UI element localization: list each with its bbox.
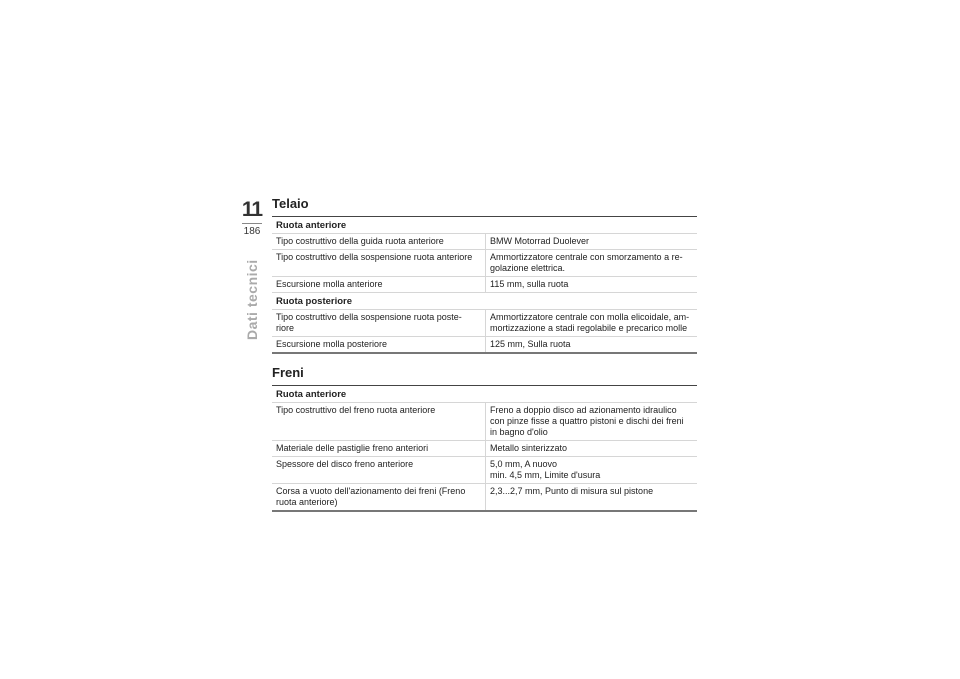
spec-value: 115 mm, sulla ruota (486, 277, 698, 293)
spec-label: Tipo costruttivo del freno ruota anteriore (272, 403, 486, 441)
spec-value: Metallo sinterizzato (486, 441, 698, 457)
table-row (272, 403, 697, 441)
table-row (272, 484, 697, 512)
page-number: 186 (243, 226, 261, 237)
spec-label: Tipo costruttivo della sospensione ruota poste- riore (272, 310, 486, 337)
spec-value: Ammortizzatore centrale con molla elicoidale, am- mortizzazione a stadi regolabile e precarico molle (486, 310, 698, 337)
spec-label: Corsa a vuoto dell'azionamento dei freni (Freno ruota anteriore) (272, 484, 486, 512)
table-row (272, 457, 697, 484)
table-row (272, 310, 697, 337)
spec-label: Tipo costruttivo della sospensione ruota anteriore (272, 250, 486, 277)
chapter-title-vertical: Dati tecnici (244, 259, 260, 340)
spec-value: Ammortizzatore centrale con smorzamento a re- golazione elettrica. (486, 250, 698, 277)
page-content (272, 196, 697, 512)
spec-value: 125 mm, Sulla ruota (486, 337, 698, 354)
spec-table-freni (272, 385, 697, 512)
table-row (272, 277, 697, 293)
table-row (272, 441, 697, 457)
spec-label: Escursione molla posteriore (272, 337, 486, 354)
table-row (272, 337, 697, 354)
spec-label: Tipo costruttivo della guida ruota anteriore (272, 234, 486, 250)
spec-value: 5,0 mm, A nuovo min. 4,5 mm, Limite d'usura (486, 457, 698, 484)
table-row (272, 234, 697, 250)
section-title-telaio: Telaio (272, 196, 309, 211)
spec-value: 2,3...2,7 mm, Punto di misura sul pistone (486, 484, 698, 512)
chapter-divider (242, 223, 262, 224)
spec-table-telaio (272, 216, 697, 354)
spec-label: Materiale delle pastiglie freno anteriori (272, 441, 486, 457)
spec-value: BMW Motorrad Duolever (486, 234, 698, 250)
table-row (272, 250, 697, 277)
spec-value: Freno a doppio disco ad azionamento idraulico con pinze fisse a quattro pistoni e dischi dei freni in bagno d'olio (486, 403, 698, 441)
group-subtitle: Ruota posteriore (272, 293, 697, 310)
group-subtitle: Ruota anteriore (276, 220, 347, 231)
group-subtitle: Ruota anteriore (276, 389, 347, 400)
spec-label: Spessore del disco freno anteriore (272, 457, 486, 484)
chapter-number: 11 (241, 198, 263, 221)
section-title-freni: Freni (272, 365, 304, 380)
spec-label: Escursione molla anteriore (272, 277, 486, 293)
